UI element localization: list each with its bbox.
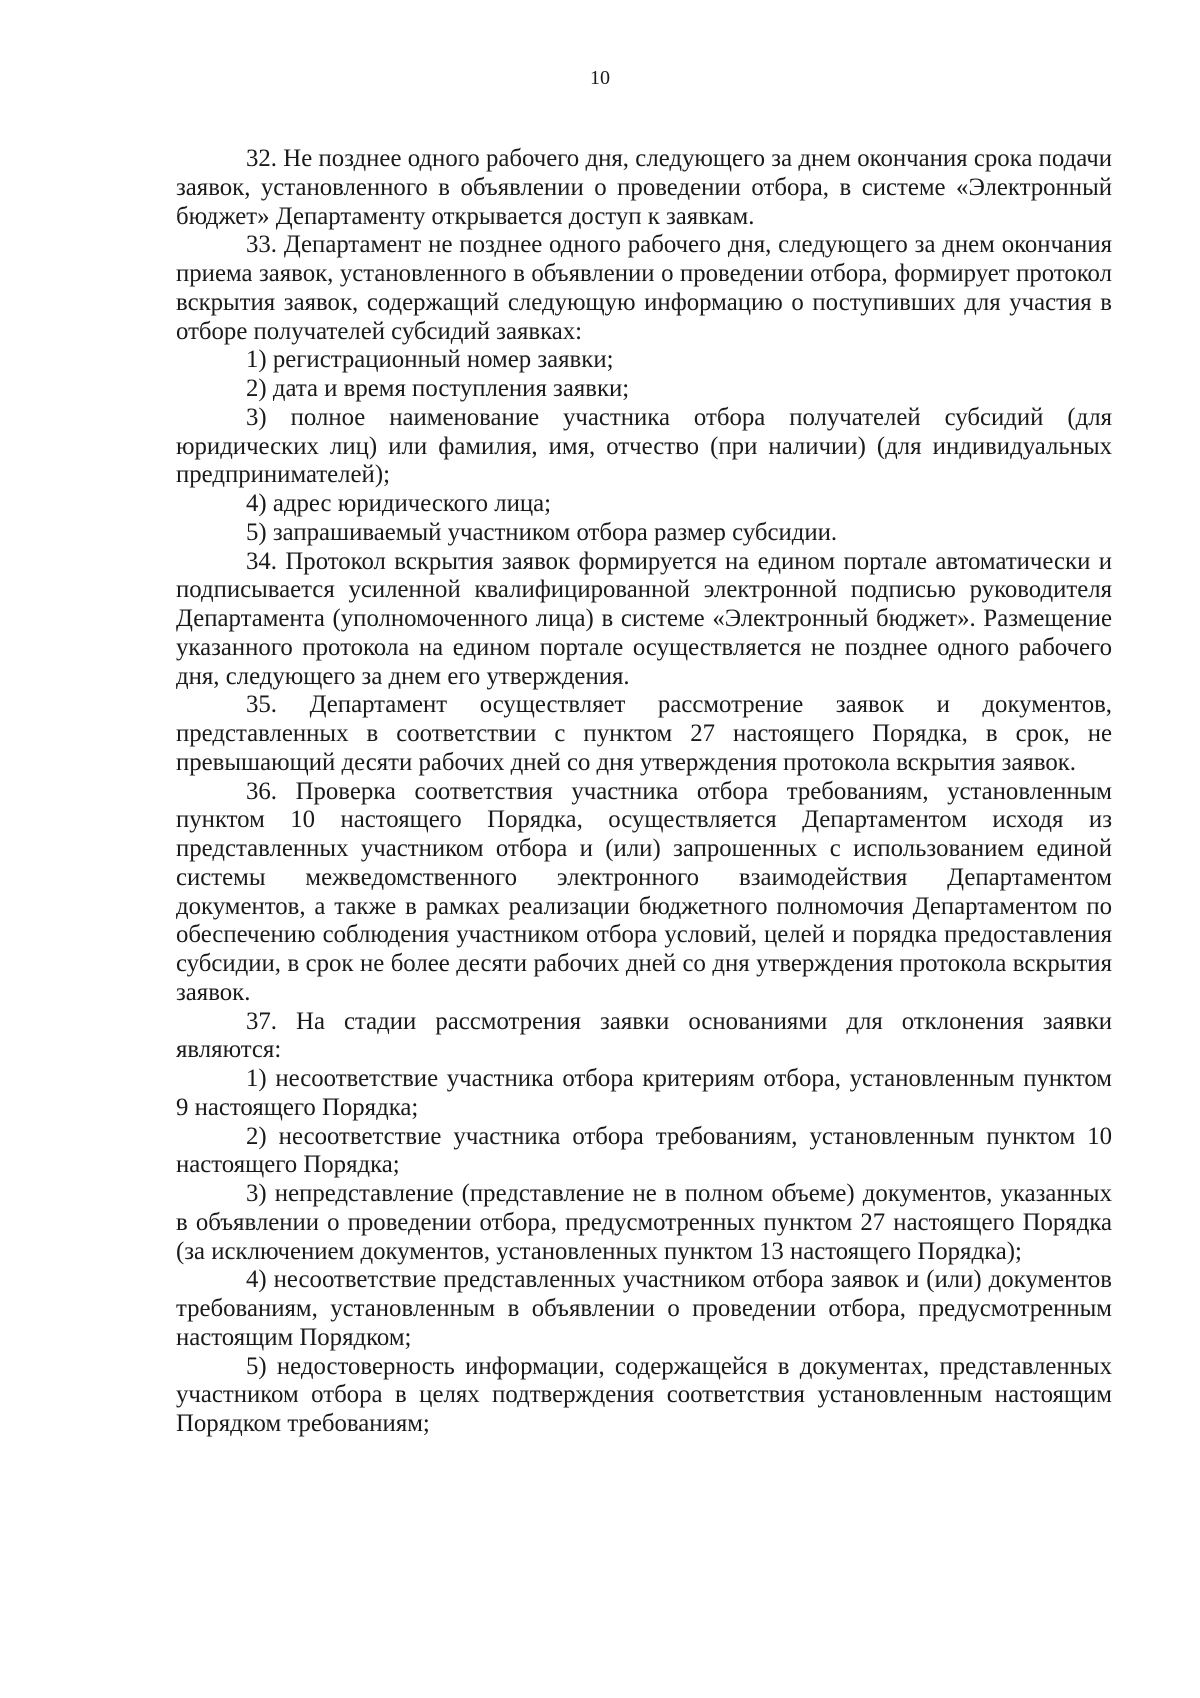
list-item-37-5: 5) недостоверность информации, содержащейся в документах, представленных участником отбора в целях подтверждения соответствия установленным настоящим Порядком требованиям; [176,1352,1112,1437]
paragraph-36: 36. Проверка соответствия участника отбора требованиям, установленным пунктом 10 настоящего Порядка, осуществляется Департаментом исходя из представленных участником отбора и (или) запрошенных с использованием единой системы межведомственного электронного взаимодействия Департаментом документов, а также в рамках реализации бюджетного полномочия Департаментом по обеспечению соблюдения участником отбора условий, целей и порядка предоставления субсидии, в срок не более десяти рабочих дней со дня утверждения протокола вскрытия заявок. [176,777,1112,1006]
paragraph-37: 37. На стадии рассмотрения заявки основаниями для отклонения заявки являются: [176,1007,1112,1064]
paragraph-35: 35. Департамент осуществляет рассмотрение заявок и документов, представленных в соответствии с пунктом 27 настоящего Порядка, в срок, не превышающий десяти рабочих дней со дня утверждения протокола вскрытия заявок. [176,691,1112,776]
list-item-33-4: 4) адрес юридического лица; [246,490,552,517]
paragraph-32: 32. Не позднее одного рабочего дня, следующего за днем окончания срока подачи заявок, установленного в объявлении о проведении отбора, в системе «Электронный бюджет» Департаменту открывается доступ к заявкам. [176,145,1112,230]
list-item-33-1: 1) регистрационный номер заявки; [246,346,614,374]
list-item-37-4: 4) несоответствие представленных участником отбора заявок и (или) документов требованиям, установленным в объявлении о проведении отбора, предусмотренным настоящим Порядком; [176,1266,1112,1351]
list-item-33-2: 2) дата и время поступления заявки; [246,375,630,402]
list-item-33-3: 3) полное наименование участника отбора получателей субсидий (для юридических лиц) или фамилия, имя, отчество (при наличии) (для индивидуальных предпринимателей); [176,403,1112,489]
paragraph-33: 33. Департамент не позднее одного рабочего дня, следующего за днем окончания приема заявок, установленного в объявлении о проведении отбора, формирует протокол вскрытия заявок, содержащий следующую информацию о поступивших для участия в отборе получателей субсидий заявках: [176,231,1112,345]
list-item-37-3: 3) непредставление (представление не в полном объеме) документов, указанных в объявлении о проведении отбора, предусмотренных пунктом 27 настоящего Порядка (за исключением документов, установленных пунктом 13 настоящего Порядка); [176,1180,1112,1265]
page-number: 10 [590,67,610,89]
list-item-37-1: 1) несоответствие участника отбора критериям отбора, установленным пунктом 9 настоящего Порядка; [176,1065,1112,1121]
paragraph-34: 34. Протокол вскрытия заявок формируется на едином портале автоматически и подписывается усиленной квалифицированной электронной подписью руководителя Департамента (уполномоченного лица) в системе «Электронный бюджет». Размещение указанного протокола на едином портале осуществляется не позднее одного рабочего дня, следующего за днем его утверждения. [176,547,1112,690]
list-item-37-2: 2) несоответствие участника отбора требованиям, установленным пунктом 10 настоящего Порядка; [176,1122,1112,1179]
document-body [176,145,1112,1439]
list-item-33-5: 5) запрашиваемый участником отбора размер субсидии. [246,518,838,546]
